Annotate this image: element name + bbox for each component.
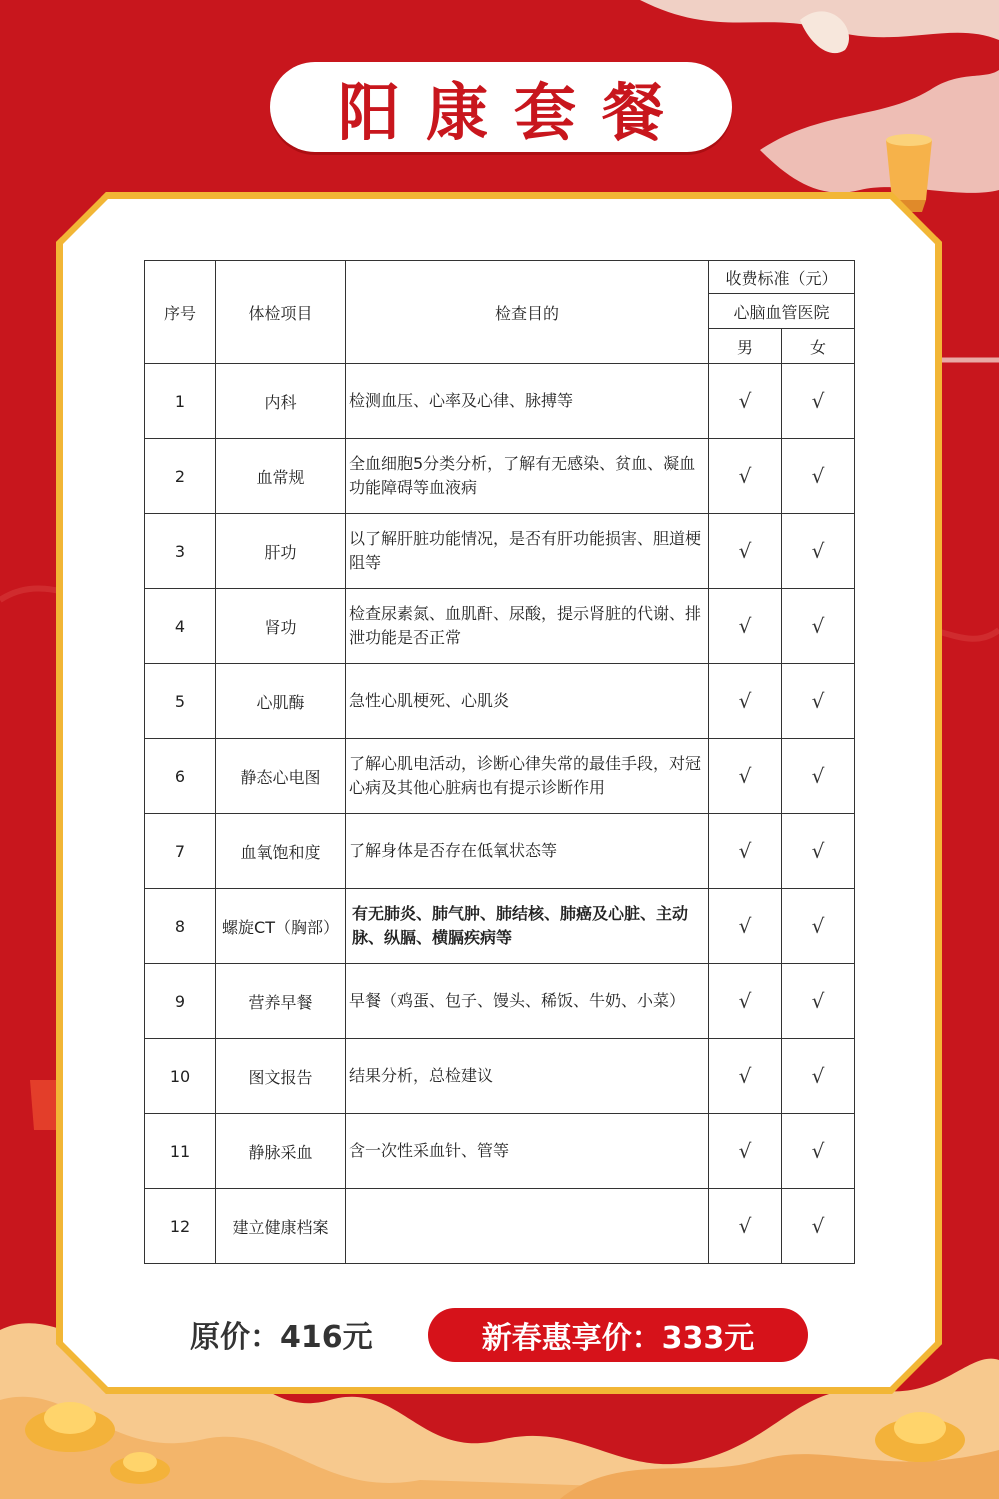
table-row [145, 814, 855, 889]
table-row [145, 1114, 855, 1189]
row-number: 2 [145, 439, 216, 514]
header-male: 男 [709, 329, 782, 364]
row-male-check: √ [709, 664, 782, 739]
row-male-check: √ [709, 589, 782, 664]
row-purpose: 全血细胞5分类分析，了解有无感染、贫血、凝血功能障碍等血液病 [346, 439, 709, 514]
row-item: 内科 [216, 364, 346, 439]
promo-price-badge [428, 1308, 808, 1362]
row-item: 血常规 [216, 439, 346, 514]
header-fee-standard: 收费标准（元） [709, 261, 855, 294]
row-purpose: 急性心肌梗死、心肌炎 [346, 664, 709, 739]
row-female-check: √ [782, 664, 855, 739]
table-row [145, 589, 855, 664]
row-female-check: √ [782, 1039, 855, 1114]
row-item: 肾功 [216, 589, 346, 664]
row-male-check: √ [709, 1114, 782, 1189]
row-female-check: √ [782, 964, 855, 1039]
price-table [144, 260, 855, 1264]
table-row [145, 1189, 855, 1264]
table-row [145, 364, 855, 439]
row-male-check: √ [709, 739, 782, 814]
row-number: 10 [145, 1039, 216, 1114]
promo-price: 新春惠享价：333元 [481, 1321, 755, 1356]
table-row [145, 514, 855, 589]
header-item: 体检项目 [216, 261, 346, 364]
row-female-check: √ [782, 739, 855, 814]
row-female-check: √ [782, 1189, 855, 1264]
row-purpose: 了解心肌电活动，诊断心律失常的最佳手段，对冠心病及其他心脏病也有提示诊断作用 [346, 739, 709, 814]
row-item: 血氧饱和度 [216, 814, 346, 889]
row-number: 4 [145, 589, 216, 664]
row-purpose [346, 1189, 709, 1264]
original-price: 原价：416元 [190, 1320, 373, 1355]
row-male-check: √ [709, 1039, 782, 1114]
table-row [145, 1039, 855, 1114]
row-purpose: 有无肺炎、肺气肿、肺结核、肺癌及心脏、主动脉、纵膈、横膈疾病等 [346, 889, 709, 964]
row-purpose: 含一次性采血针、管等 [346, 1114, 709, 1189]
header-female: 女 [782, 329, 855, 364]
title-banner [270, 62, 732, 152]
row-number: 5 [145, 664, 216, 739]
row-number: 1 [145, 364, 216, 439]
row-male-check: √ [709, 514, 782, 589]
table-row [145, 739, 855, 814]
row-purpose: 检测血压、心率及心律、脉搏等 [346, 364, 709, 439]
row-male-check: √ [709, 814, 782, 889]
row-item: 螺旋CT（胸部） [216, 889, 346, 964]
row-purpose: 检查尿素氮、血肌酐、尿酸，提示肾脏的代谢、排泄功能是否正常 [346, 589, 709, 664]
row-number: 6 [145, 739, 216, 814]
table-row [145, 889, 855, 964]
table-row [145, 439, 855, 514]
row-number: 12 [145, 1189, 216, 1264]
row-female-check: √ [782, 514, 855, 589]
row-purpose: 了解身体是否存在低氧状态等 [346, 814, 709, 889]
row-male-check: √ [709, 889, 782, 964]
row-item: 静态心电图 [216, 739, 346, 814]
row-female-check: √ [782, 814, 855, 889]
table-row [145, 664, 855, 739]
row-item: 营养早餐 [216, 964, 346, 1039]
row-male-check: √ [709, 439, 782, 514]
row-female-check: √ [782, 364, 855, 439]
row-number: 9 [145, 964, 216, 1039]
row-item: 心肌酶 [216, 664, 346, 739]
row-female-check: √ [782, 1114, 855, 1189]
row-item: 肝功 [216, 514, 346, 589]
row-number: 8 [145, 889, 216, 964]
row-female-check: √ [782, 589, 855, 664]
row-male-check: √ [709, 1189, 782, 1264]
header-purpose: 检查目的 [346, 261, 709, 364]
row-female-check: √ [782, 889, 855, 964]
header-seq: 序号 [145, 261, 216, 364]
page-title: 阳康套餐 [337, 75, 690, 149]
row-male-check: √ [709, 964, 782, 1039]
row-number: 11 [145, 1114, 216, 1189]
row-item: 图文报告 [216, 1039, 346, 1114]
row-number: 3 [145, 514, 216, 589]
table-row [145, 964, 855, 1039]
header-hospital: 心脑血管医院 [709, 294, 855, 329]
row-item: 静脉采血 [216, 1114, 346, 1189]
row-purpose: 以了解肝脏功能情况，是否有肝功能损害、胆道梗阻等 [346, 514, 709, 589]
row-number: 7 [145, 814, 216, 889]
row-male-check: √ [709, 364, 782, 439]
row-female-check: √ [782, 439, 855, 514]
row-item: 建立健康档案 [216, 1189, 346, 1264]
row-purpose: 早餐（鸡蛋、包子、馒头、稀饭、牛奶、小菜） [346, 964, 709, 1039]
row-purpose: 结果分析，总检建议 [346, 1039, 709, 1114]
